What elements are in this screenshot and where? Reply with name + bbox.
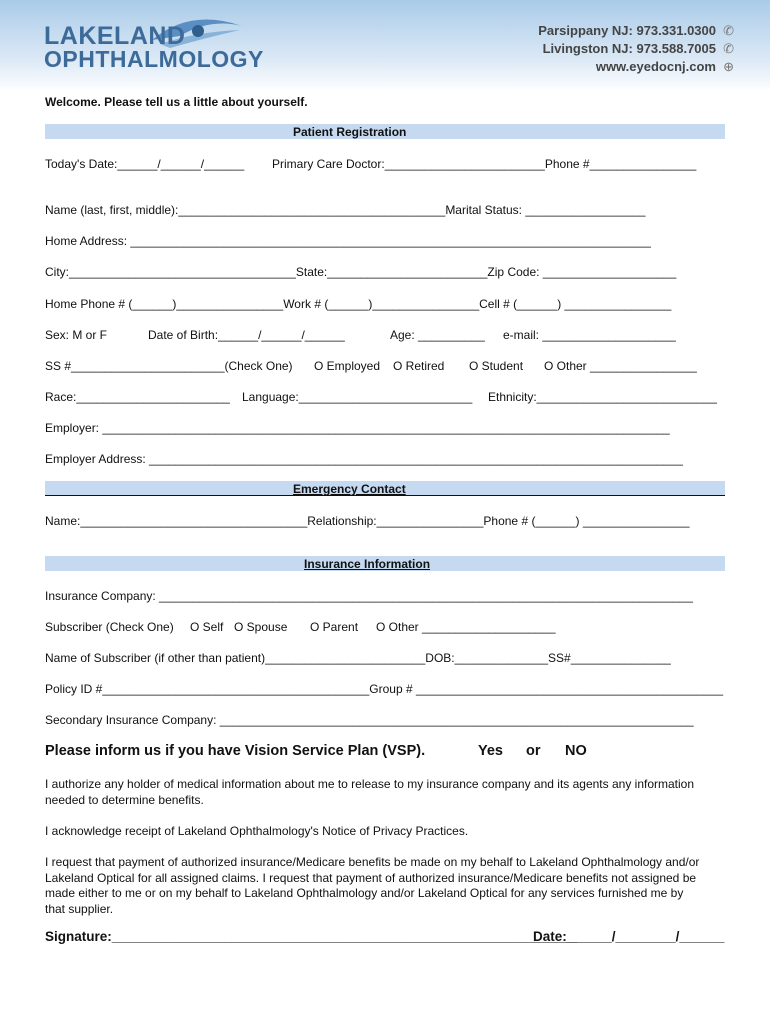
section-title-emergency: Emergency Contact bbox=[293, 482, 406, 496]
phone-icon: ✆ bbox=[723, 23, 734, 38]
retired-option[interactable]: O Retired bbox=[393, 359, 445, 373]
subscriber-label: Subscriber (Check One) bbox=[45, 620, 174, 634]
self-option[interactable]: O Self bbox=[190, 620, 224, 634]
vsp-no-option[interactable]: NO bbox=[565, 743, 587, 759]
signature-date-field[interactable]: Date:______/________/______ bbox=[533, 929, 725, 944]
emergency-contact-field[interactable]: Name:__________________________________Relationship:________________Phone # (______) ________________ bbox=[45, 514, 690, 528]
ss-field[interactable]: SS #_______________________(Check One) bbox=[45, 359, 293, 373]
section-title-patient: Patient Registration bbox=[293, 125, 407, 139]
sex-field[interactable]: Sex: M or F bbox=[45, 328, 108, 342]
secondary-insurance-field[interactable]: Secondary Insurance Company: _______________________________________________________________________ bbox=[45, 713, 694, 727]
phone-parsippany: Parsippany NJ: 973.331.0300 bbox=[538, 23, 716, 38]
name-field[interactable]: Name (last, first, middle):________________________________________Marital Status: __________________ bbox=[45, 203, 646, 217]
subscriber-name-field[interactable]: Name of Subscriber (if other than patient)________________________DOB:______________SS#_______________ bbox=[45, 651, 671, 665]
privacy-paragraph: I acknowledge receipt of Lakeland Ophthalmology's Notice of Privacy Practices. bbox=[45, 824, 469, 838]
insurance-company-field[interactable]: Insurance Company: ________________________________________________________________________________ bbox=[45, 589, 693, 603]
language-field[interactable]: Language:__________________________ bbox=[242, 390, 473, 404]
vsp-question: Please inform us if you have Vision Service Plan (VSP). bbox=[45, 743, 426, 759]
spouse-option[interactable]: O Spouse bbox=[234, 620, 288, 634]
policy-group-field[interactable]: Policy ID #________________________________________Group # ______________________________________________ bbox=[45, 682, 723, 696]
subscriber-other-option[interactable]: O Other ____________________ bbox=[376, 620, 556, 634]
section-title-insurance: Insurance Information bbox=[304, 557, 431, 571]
primary-care-field[interactable]: Primary Care Doctor:________________________Phone #________________ bbox=[272, 157, 697, 171]
phone-livingston: Livingston NJ: 973.588.7005 bbox=[542, 41, 716, 56]
welcome-text: Welcome. Please tell us a little about yourself. bbox=[45, 95, 308, 109]
parent-option[interactable]: O Parent bbox=[310, 620, 359, 634]
other-option[interactable]: O Other ________________ bbox=[544, 359, 697, 373]
todays-date-field[interactable]: Today's Date:______/______/______ bbox=[45, 157, 245, 171]
email-field[interactable]: e-mail: ____________________ bbox=[503, 328, 676, 342]
age-field[interactable]: Age: __________ bbox=[390, 328, 485, 342]
logo-line1: LAKELAND bbox=[44, 22, 186, 50]
contact-block bbox=[538, 22, 734, 76]
website: www.eyedocnj.com bbox=[595, 59, 716, 74]
race-field[interactable]: Race:_______________________ bbox=[45, 390, 230, 404]
globe-icon: ⊕ bbox=[723, 59, 734, 74]
employed-option[interactable]: O Employed bbox=[314, 359, 381, 373]
vsp-yes-option[interactable]: Yes bbox=[478, 743, 503, 759]
phone-fields[interactable]: Home Phone # (______)________________Work # (______)________________Cell # (______) ________________ bbox=[45, 297, 672, 311]
logo-line2: OPHTHALMOLOGY bbox=[44, 46, 264, 72]
employer-address-field[interactable]: Employer Address: ________________________________________________________________________________ bbox=[45, 452, 683, 466]
city-state-zip-field[interactable]: City:__________________________________State:________________________Zip Code: ____________________ bbox=[45, 265, 677, 279]
vsp-or: or bbox=[526, 743, 541, 759]
student-option[interactable]: O Student bbox=[469, 359, 524, 373]
ethnicity-field[interactable]: Ethnicity:___________________________ bbox=[488, 390, 717, 404]
phone-icon: ✆ bbox=[723, 41, 734, 56]
authorize-paragraph: I authorize any holder of medical information about me to release to my insurance company and its agents any information needed to determine benefits. bbox=[45, 777, 695, 807]
employer-field[interactable]: Employer: _____________________________________________________________________________________ bbox=[45, 421, 670, 435]
dob-field[interactable]: Date of Birth:______/______/______ bbox=[148, 328, 345, 342]
home-address-field[interactable]: Home Address: ______________________________________________________________________________ bbox=[45, 234, 651, 248]
signature-field[interactable]: Signature:______________________________________________________________ bbox=[45, 929, 578, 944]
payment-paragraph: I request that payment of authorized insurance/Medicare benefits be made on my behalf to Lakeland Ophthalmology and/or Lakeland Optical for all assigned claims. I request that payment of authorized insurance/Medicare benefits not assigned be made either to me or on my behalf to Lakeland Ophthalmology and/or Lakeland Optical for any services furnished me by that supplier. bbox=[45, 855, 700, 916]
